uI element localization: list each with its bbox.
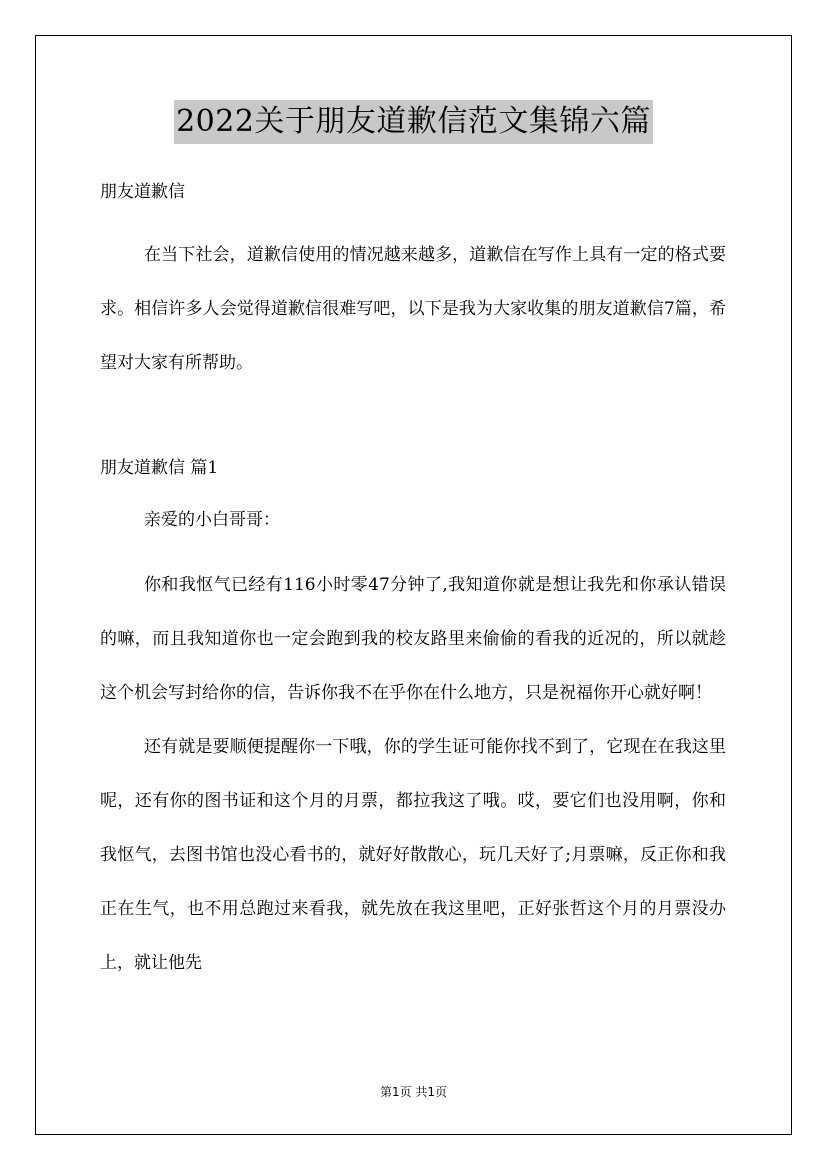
- body-paragraph: 你和我怄气已经有116小时零47分钟了,我知道你就是想让我先和你承认错误的嘛，而且我知道你也一定会跑到我的校友路里来偷偷的看我的近况的，所以就趁这个机会写封给你的信，告诉你我不在乎你在什么地方，只是祝福你开心就好啊！: [100, 575, 726, 703]
- salutation: 亲爱的小白哥哥：: [144, 510, 280, 530]
- page-footer: [0, 1083, 827, 1100]
- page-number: 第1页 共1页: [379, 1085, 448, 1099]
- intro-heading: 朋友道歉信: [100, 182, 185, 202]
- document-body: [100, 176, 726, 990]
- document-title: 2022关于朋友道歉信范文集锦六篇: [174, 100, 653, 144]
- title-container: [0, 100, 827, 144]
- body-paragraph: 还有就是要顺便提醒你一下哦，你的学生证可能你找不到了，它现在在我这里呢，还有你的图书证和这个月的月票，都拉我这了哦。哎，要它们也没用啊，你和我怄气，去图书馆也没心看书的，就好好散散心，玩几天好了;月票嘛，反正你和我正在生气，也不用总跑过来看我，就先放在我这里吧，正好张哲这个月的月票没办上，就让他先: [100, 737, 726, 973]
- intro-paragraph: 在当下社会，道歉信使用的情况越来越多，道歉信在写作上具有一定的格式要求。相信许多人会觉得道歉信很难写吧，以下是我为大家收集的朋友道歉信7篇，希望对大家有所帮助。: [100, 245, 726, 373]
- section-heading: 朋友道歉信 篇1: [100, 458, 219, 478]
